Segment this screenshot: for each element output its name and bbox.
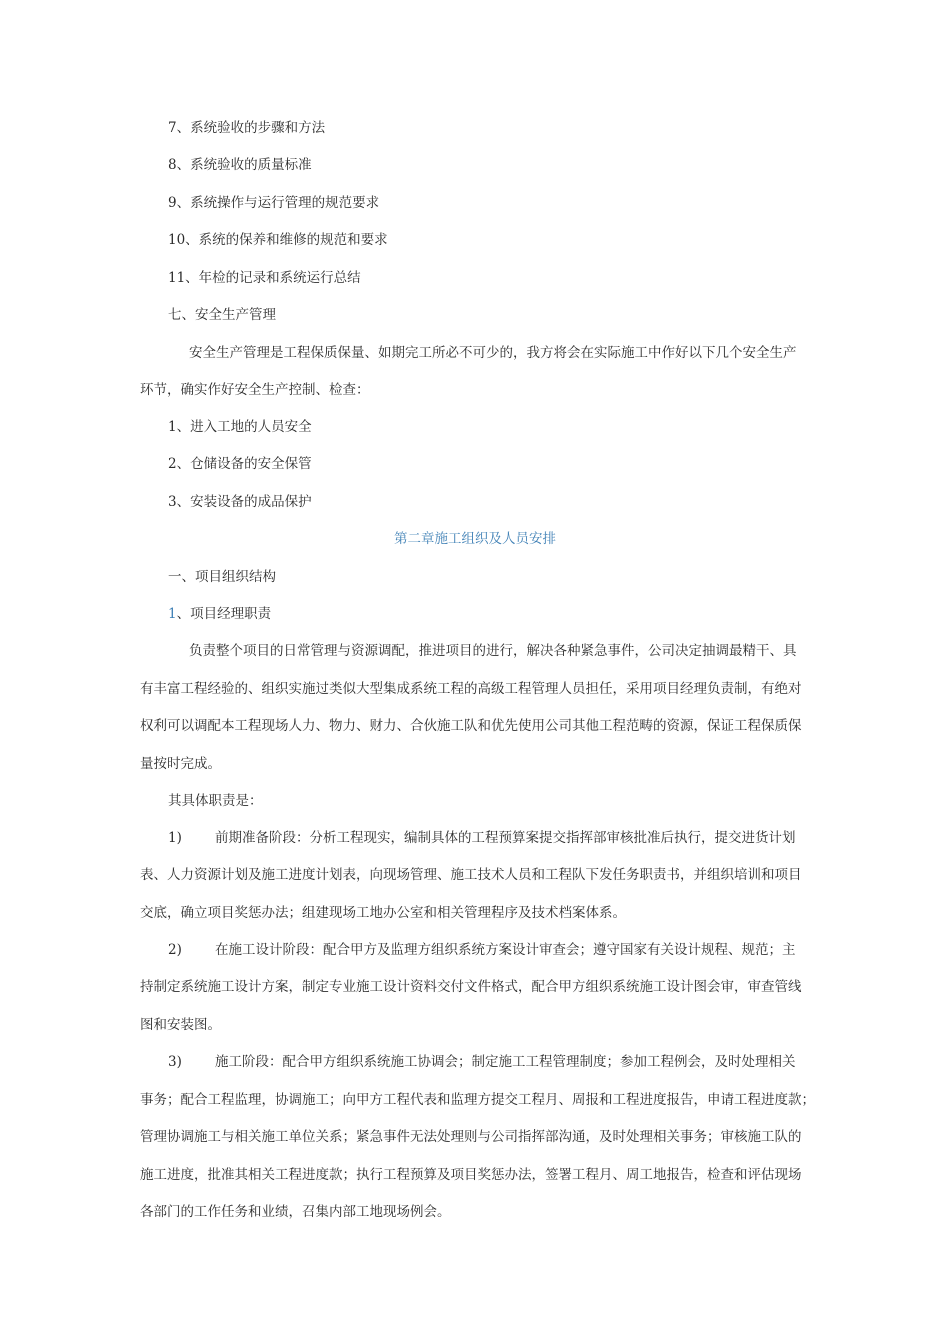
list-item: 2、仓储设备的安全保管 bbox=[168, 456, 312, 472]
paragraph-line: 管理协调施工与相关施工单位关系；紧急事件无法处理则与公司指挥部沟通，及时处理相关事务；审核施工队的 bbox=[140, 1129, 802, 1145]
paragraph-line: 持制定系统施工设计方案，制定专业施工设计资料交付文件格式，配合甲方组织系统施工设计图会审，审查管线 bbox=[140, 979, 802, 995]
duty-item bbox=[168, 940, 796, 960]
paragraph-line: 环节，确实作好安全生产控制、检查： bbox=[140, 382, 370, 398]
paragraph-line: 其具体职责是： bbox=[168, 793, 263, 809]
section-heading: 七、安全生产管理 bbox=[168, 307, 276, 323]
paragraph-line: 各部门的工作任务和业绩，召集内部工地现场例会。 bbox=[140, 1204, 451, 1220]
list-item: 8、系统验收的质量标准 bbox=[168, 157, 312, 173]
paragraph-line: 施工进度，批准其相关工程进度款；执行工程预算及项目奖惩办法，签署工程月、周工地报告，检查和评估现场 bbox=[140, 1167, 802, 1183]
duty-number: 1) bbox=[168, 830, 182, 846]
list-item: 3、安装设备的成品保护 bbox=[168, 494, 312, 510]
paragraph-line: 交底，确立项目奖惩办法；组建现场工地办公室和相关管理程序及技术档案体系。 bbox=[140, 905, 626, 921]
duty-number: 2) bbox=[168, 942, 182, 958]
subsection-heading bbox=[168, 604, 271, 624]
list-item: 7、系统验收的步骤和方法 bbox=[168, 120, 326, 136]
duty-text: 施工阶段：配合甲方组织系统施工协调会；制定施工工程管理制度；参加工程例会，及时处理相关 bbox=[215, 1054, 796, 1070]
list-item: 11、年检的记录和系统运行总结 bbox=[168, 270, 361, 286]
paragraph-line: 有丰富工程经验的、组织实施过类似大型集成系统工程的高级工程管理人员担任，采用项目经理负责制，有绝对 bbox=[140, 681, 802, 697]
duty-text: 前期准备阶段：分析工程现实，编制具体的工程预算案提交指挥部审核批准后执行，提交进货计划 bbox=[215, 830, 796, 846]
paragraph-line: 量按时完成。 bbox=[140, 756, 221, 772]
list-item: 9、系统操作与运行管理的规范要求 bbox=[168, 195, 380, 211]
section-heading: 一、项目组织结构 bbox=[168, 569, 276, 585]
paragraph-line: 权利可以调配本工程现场人力、物力、财力、合伙施工队和优先使用公司其他工程范畴的资源，保证工程保质保 bbox=[140, 718, 802, 734]
paragraph-line: 事务；配合工程监理，协调施工；向甲方工程代表和监理方提交工程月、周报和工程进度报告，申请工程进度款； bbox=[140, 1092, 815, 1108]
chapter-title: 第二章施工组织及人员安排 bbox=[394, 531, 556, 547]
subsection-title: 、项目经理职责 bbox=[176, 606, 272, 622]
paragraph-line: 表、人力资源计划及施工进度计划表，向现场管理、施工技术人员和工程队下发任务职责书，并组织培训和项目 bbox=[140, 867, 802, 883]
subsection-number: 1 bbox=[168, 606, 177, 622]
duty-text: 在施工设计阶段：配合甲方及监理方组织系统方案设计审查会；遵守国家有关设计规程、规范；主 bbox=[215, 942, 796, 958]
duty-item bbox=[168, 828, 796, 848]
paragraph-line: 安全生产管理是工程保质保量、如期完工所必不可少的，我方将会在实际施工中作好以下几个安全生产 bbox=[189, 345, 797, 361]
duty-item bbox=[168, 1052, 796, 1072]
list-item: 10、系统的保养和维修的规范和要求 bbox=[168, 232, 388, 248]
paragraph-line: 图和安装图。 bbox=[140, 1017, 221, 1033]
list-item: 1、进入工地的人员安全 bbox=[168, 419, 312, 435]
duty-number: 3) bbox=[168, 1054, 182, 1070]
paragraph-line: 负责整个项目的日常管理与资源调配，推进项目的进行，解决各种紧急事件，公司决定抽调最精干、具 bbox=[189, 643, 797, 659]
